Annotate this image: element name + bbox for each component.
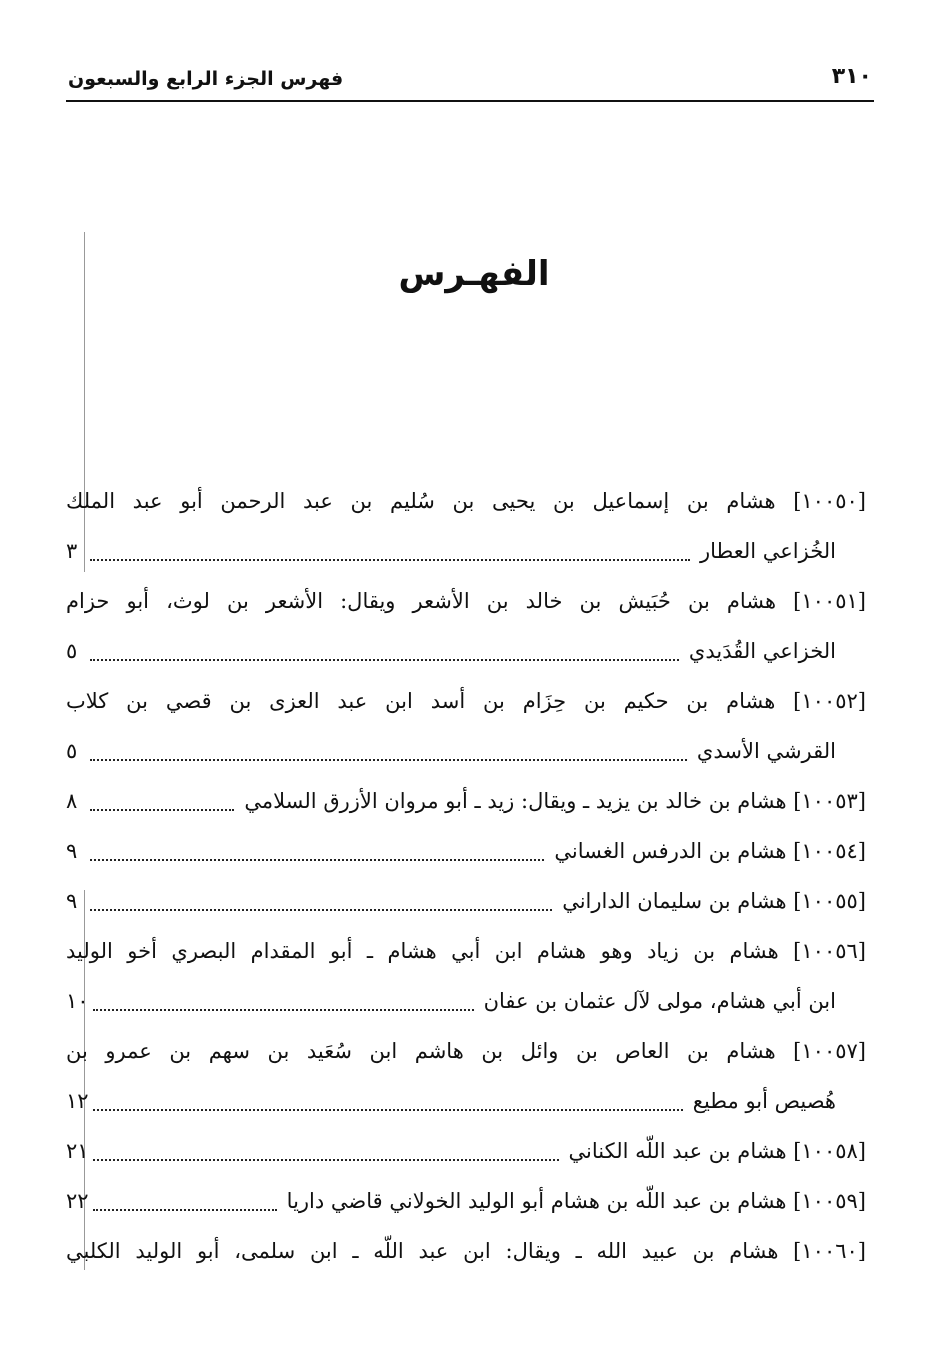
- entry-text: [١٠٠٥٠] هشام بن إسماعيل بن يحيى بن سُليم بن عبد الرحمن أبو عبد الملك: [66, 489, 866, 513]
- dot-leader: [90, 739, 687, 761]
- entry-text: [١٠٠٥١] هشام بن حُبَيش بن خالد بن الأشعر ويقال: الأشعر بن لوث، أبو حزام: [66, 589, 866, 613]
- entry-page-number: ٨: [66, 789, 78, 813]
- entry-leader-row: [66, 734, 836, 768]
- entry-text: [١٠٠٥٥] هشام بن سليمان الداراني: [562, 889, 866, 913]
- header-page-number: ٣١٠: [831, 64, 872, 89]
- dot-leader: [90, 539, 690, 561]
- entry-leader-row: [66, 1184, 866, 1218]
- entry-text: [١٠٠٥٦] هشام بن زياد وهو هشام ابن أبي هشام ـ أبو المقدام البصري أخو الوليد: [66, 939, 866, 963]
- entry-text: [١٠٠٥٧] هشام بن العاص بن وائل بن هاشم ابن سُعَيد بن سهم بن عمرو بن: [66, 1039, 866, 1063]
- entry-page-number: ٢٢: [66, 1189, 89, 1213]
- dot-leader: [90, 889, 552, 911]
- entry-leader-row: [66, 534, 836, 568]
- entry-page-number: ٢١: [66, 1139, 89, 1163]
- entry-text: [١٠٠٥٢] هشام بن حكيم بن حِزَام بن أسد ابن عبد العزى بن قصي بن كلاب: [66, 689, 866, 713]
- entry-text: الخُزاعي العطار: [699, 539, 836, 563]
- entry-leader-row: [66, 984, 836, 1018]
- entry-page-number: ١٠: [66, 989, 89, 1013]
- entry-leader-row: [66, 884, 866, 918]
- entry-leader-row: [66, 634, 836, 668]
- index-entry-line: [66, 726, 866, 776]
- entry-page-number: ١٢: [66, 1089, 89, 1113]
- index-entry-line: [66, 926, 866, 976]
- entry-page-number: ٩: [66, 889, 78, 913]
- entry-leader-row: [66, 1134, 866, 1168]
- entry-text: [١٠٠٥٨] هشام بن عبد اللّه الكناني: [568, 1139, 866, 1163]
- dot-leader: [90, 839, 544, 861]
- entry-text: القرشي الأسدي: [696, 739, 836, 763]
- entry-text: [١٠٠٥٣] هشام بن خالد بن يزيد ـ ويقال: زيد ـ أبو مروان الأزرق السلامي: [244, 789, 866, 813]
- index-entry-line: [66, 1176, 866, 1226]
- index-entry-line: [66, 476, 866, 526]
- page-header: [66, 64, 874, 100]
- index-entry-line: [66, 526, 866, 576]
- entry-page-number: ٥: [66, 739, 78, 763]
- dot-leader: [93, 1139, 559, 1161]
- dot-leader: [93, 1189, 277, 1211]
- entry-page-number: ٥: [66, 639, 78, 663]
- index-entry-line: [66, 776, 866, 826]
- entry-page-number: ٣: [66, 539, 78, 563]
- entry-leader-row: [66, 834, 866, 868]
- index-list: [66, 476, 866, 1276]
- index-entry-line: [66, 976, 866, 1026]
- header-rule: [66, 100, 874, 102]
- header-title: فهرس الجزء الرابع والسبعون: [68, 68, 344, 90]
- entry-leader-row: [66, 1084, 836, 1118]
- entry-page-number: ٩: [66, 839, 78, 863]
- dot-leader: [93, 1089, 683, 1111]
- dot-leader: [90, 789, 234, 811]
- index-entry-line: [66, 626, 866, 676]
- index-entry-line: [66, 826, 866, 876]
- page-title: الفهـرس: [398, 254, 550, 294]
- index-entry-line: [66, 1026, 866, 1076]
- index-entry-line: [66, 576, 866, 626]
- index-entry-line: [66, 1226, 866, 1276]
- index-entry-line: [66, 1126, 866, 1176]
- entry-text: الخزاعي القُدَيدي: [688, 639, 836, 663]
- index-entry-line: [66, 1076, 866, 1126]
- entry-text: [١٠٠٥٩] هشام بن عبد اللّه بن هشام أبو الوليد الخولاني قاضي داريا: [286, 1189, 866, 1213]
- index-entry-line: [66, 676, 866, 726]
- index-entry-line: [66, 876, 866, 926]
- entry-leader-row: [66, 784, 866, 818]
- entry-text: [١٠٠٥٤] هشام بن الدرفس الغساني: [554, 839, 866, 863]
- entry-text: هُصيص أبو مطيع: [692, 1089, 836, 1113]
- entry-text: ابن أبي هشام، مولى لآل عثمان بن عفان: [483, 989, 836, 1013]
- entry-text: [١٠٠٦٠] هشام بن عبيد الله ـ ويقال: ابن عبد اللّه ـ ابن سلمى، أبو الوليد الكلبي: [66, 1239, 866, 1263]
- dot-leader: [90, 639, 679, 661]
- dot-leader: [93, 989, 474, 1011]
